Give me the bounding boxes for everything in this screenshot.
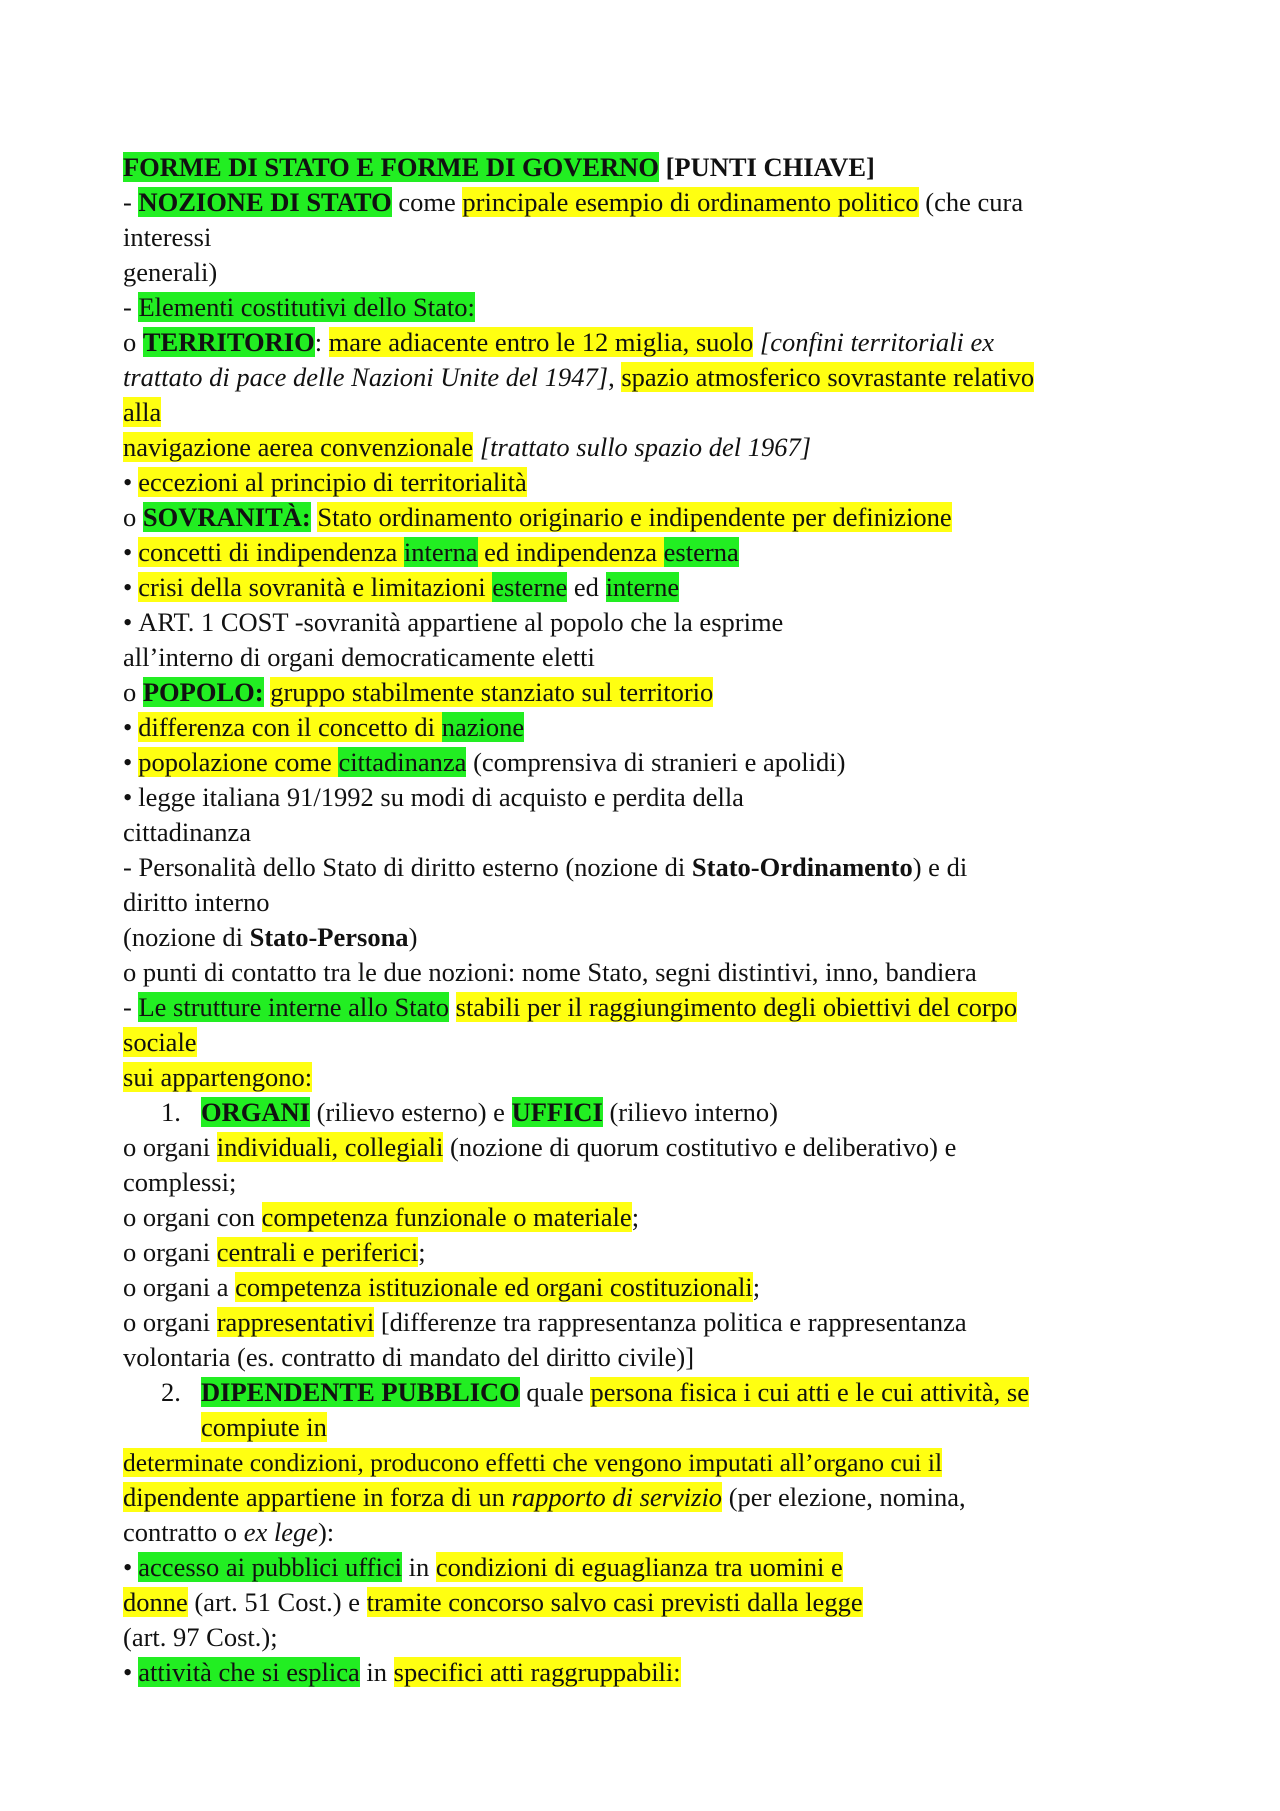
organi-item-3: o organi centrali e periferici; (123, 1237, 426, 1267)
dipendente-heading: 2. DIPENDENTE PUBBLICO quale persona fisica i cui atti e le cui attività, se (123, 1375, 1193, 1410)
sovranita-sub-3-cont: all’interno di organi democraticamente eletti (123, 642, 595, 672)
popolo-label: POPOLO: (142, 677, 264, 707)
dipendente-sub-1: • accesso ai pubblici uffici in condizioni di eguaglianza tra uomini e (123, 1552, 843, 1582)
organi-item-1-cont: complessi; (123, 1167, 237, 1197)
popolo-sub-3: • legge italiana 91/1992 su modi di acquisto e perdita della (123, 782, 744, 812)
bullet-icon: • (123, 467, 133, 497)
sovranita-label: SOVRANITÀ: (142, 502, 311, 532)
dipendente-sub-1-cont: donne (art. 51 Cost.) e tramite concorso salvo casi previsti dalla legge (123, 1587, 863, 1617)
strutture-line: - Le strutture interne allo Stato stabili per il raggiungimento degli obiettivi del corpo (123, 992, 1018, 1022)
list-number: 2. (161, 1377, 181, 1407)
nozione-label: NOZIONE DI STATO (138, 187, 392, 217)
territorio-cont-1: trattato di pace delle Nazioni Unite del 1947], spazio atmosferico sovrastante relativo (123, 362, 1035, 392)
bullet-icon: • (123, 537, 133, 567)
strutture-cont-2: sui appartengono: (123, 1062, 313, 1092)
strutture-cont-1: sociale (123, 1027, 197, 1057)
personalita-contatto: o punti di contatto tra le due nozioni: nome Stato, segni distintivi, inno, bandiera (123, 957, 977, 987)
list-number: 1. (161, 1097, 181, 1127)
popolo-sub-3-cont: cittadinanza (123, 817, 252, 847)
popolo-sub-2: • popolazione come cittadinanza (comprensiva di stranieri e apolidi) (123, 747, 846, 777)
dipendente-cont-3: dipendente appartiene in forza di un rapporto di servizio (per elezione, nomina, (123, 1482, 966, 1512)
dipendente-sub-1-cont-2: (art. 97 Cost.); (123, 1622, 278, 1652)
page-title: FORME DI STATO E FORME DI GOVERNO (123, 152, 659, 182)
organi-item-4: o organi a competenza istituzionale ed organi costituzionali; (123, 1272, 761, 1302)
dipendente-label: DIPENDENTE PUBBLICO (201, 1377, 520, 1407)
bullet-icon: • (123, 607, 133, 637)
sovranita-line: o SOVRANITÀ: Stato ordinamento originario e indipendente per definizione (123, 502, 952, 532)
territorio-label: TERRITORIO (142, 327, 315, 357)
title-tag: [PUNTI CHIAVE] (665, 152, 875, 182)
dipendente-cont-4: contratto o ex lege): (123, 1517, 335, 1547)
organi-item-1: o organi individuali, collegiali (nozione di quorum costitutivo e deliberativo) e (123, 1132, 957, 1162)
personalita-cont-1: diritto interno (123, 887, 270, 917)
territorio-line: o TERRITORIO: mare adiacente entro le 12 miglia, suolo [confini territoriali ex (123, 327, 994, 357)
territorio-sub-1: • eccezioni al principio di territorialità (123, 467, 527, 497)
bullet-icon: • (123, 1552, 133, 1582)
nozione-line: - NOZIONE DI STATO come principale esempio di ordinamento politico (che cura (123, 187, 1024, 217)
organi-label: ORGANI (201, 1097, 310, 1127)
elementi-label: Elementi costitutivi dello Stato: (138, 292, 475, 322)
bullet-icon: • (123, 1657, 133, 1687)
dipendente-cont-2: determinate condizioni, producono effetti che vengono imputati all’organo cui il (123, 1448, 943, 1477)
nozione-cont-2: generali) (123, 257, 218, 287)
title-line (123, 150, 1193, 185)
sovranita-sub-2: • crisi della sovranità e limitazioni esterne ed interne (123, 572, 680, 602)
bullet-icon: • (123, 782, 133, 812)
document-page (123, 150, 1193, 1690)
sovranita-sub-1: • concetti di indipendenza interna ed indipendenza esterna (123, 537, 739, 567)
nozione-highlight: principale esempio di ordinamento politico (462, 187, 919, 217)
elementi-line: - Elementi costitutivi dello Stato: (123, 292, 475, 322)
organi-heading: 1. ORGANI (rilievo esterno) e UFFICI (rilievo interno) (123, 1095, 1193, 1130)
personalita-line: - Personalità dello Stato di diritto esterno (nozione di Stato-Ordinamento) e di (123, 852, 968, 882)
bullet-icon: • (123, 712, 133, 742)
organi-item-5: o organi rappresentativi [differenze tra rappresentanza politica e rappresentanza (123, 1307, 967, 1337)
territorio-cont-2: alla (123, 397, 162, 427)
uffici-label: UFFICI (511, 1097, 603, 1127)
dipendente-cont-1: compiute in (201, 1412, 327, 1442)
organi-item-5-cont: volontaria (es. contratto di mandato del diritto civile)] (123, 1342, 695, 1372)
territorio-cont-3: navigazione aerea convenzionale [trattato sullo spazio del 1967] (123, 432, 812, 462)
sovranita-sub-3: • ART. 1 COST -sovranità appartiene al popolo che la esprime (123, 607, 784, 637)
strutture-label: Le strutture interne allo Stato (138, 992, 449, 1022)
popolo-sub-1: • differenza con il concetto di nazione (123, 712, 525, 742)
nozione-cont-1: interessi (123, 222, 212, 252)
organi-item-2: o organi con competenza funzionale o materiale; (123, 1202, 640, 1232)
personalita-cont-2: (nozione di Stato-Persona) (123, 922, 418, 952)
bullet-icon: • (123, 747, 133, 777)
bullet-icon: • (123, 572, 133, 602)
dipendente-sub-2: • attività che si esplica in specifici atti raggruppabili: (123, 1657, 681, 1687)
popolo-line: o POPOLO: gruppo stabilmente stanziato sul territorio (123, 677, 714, 707)
